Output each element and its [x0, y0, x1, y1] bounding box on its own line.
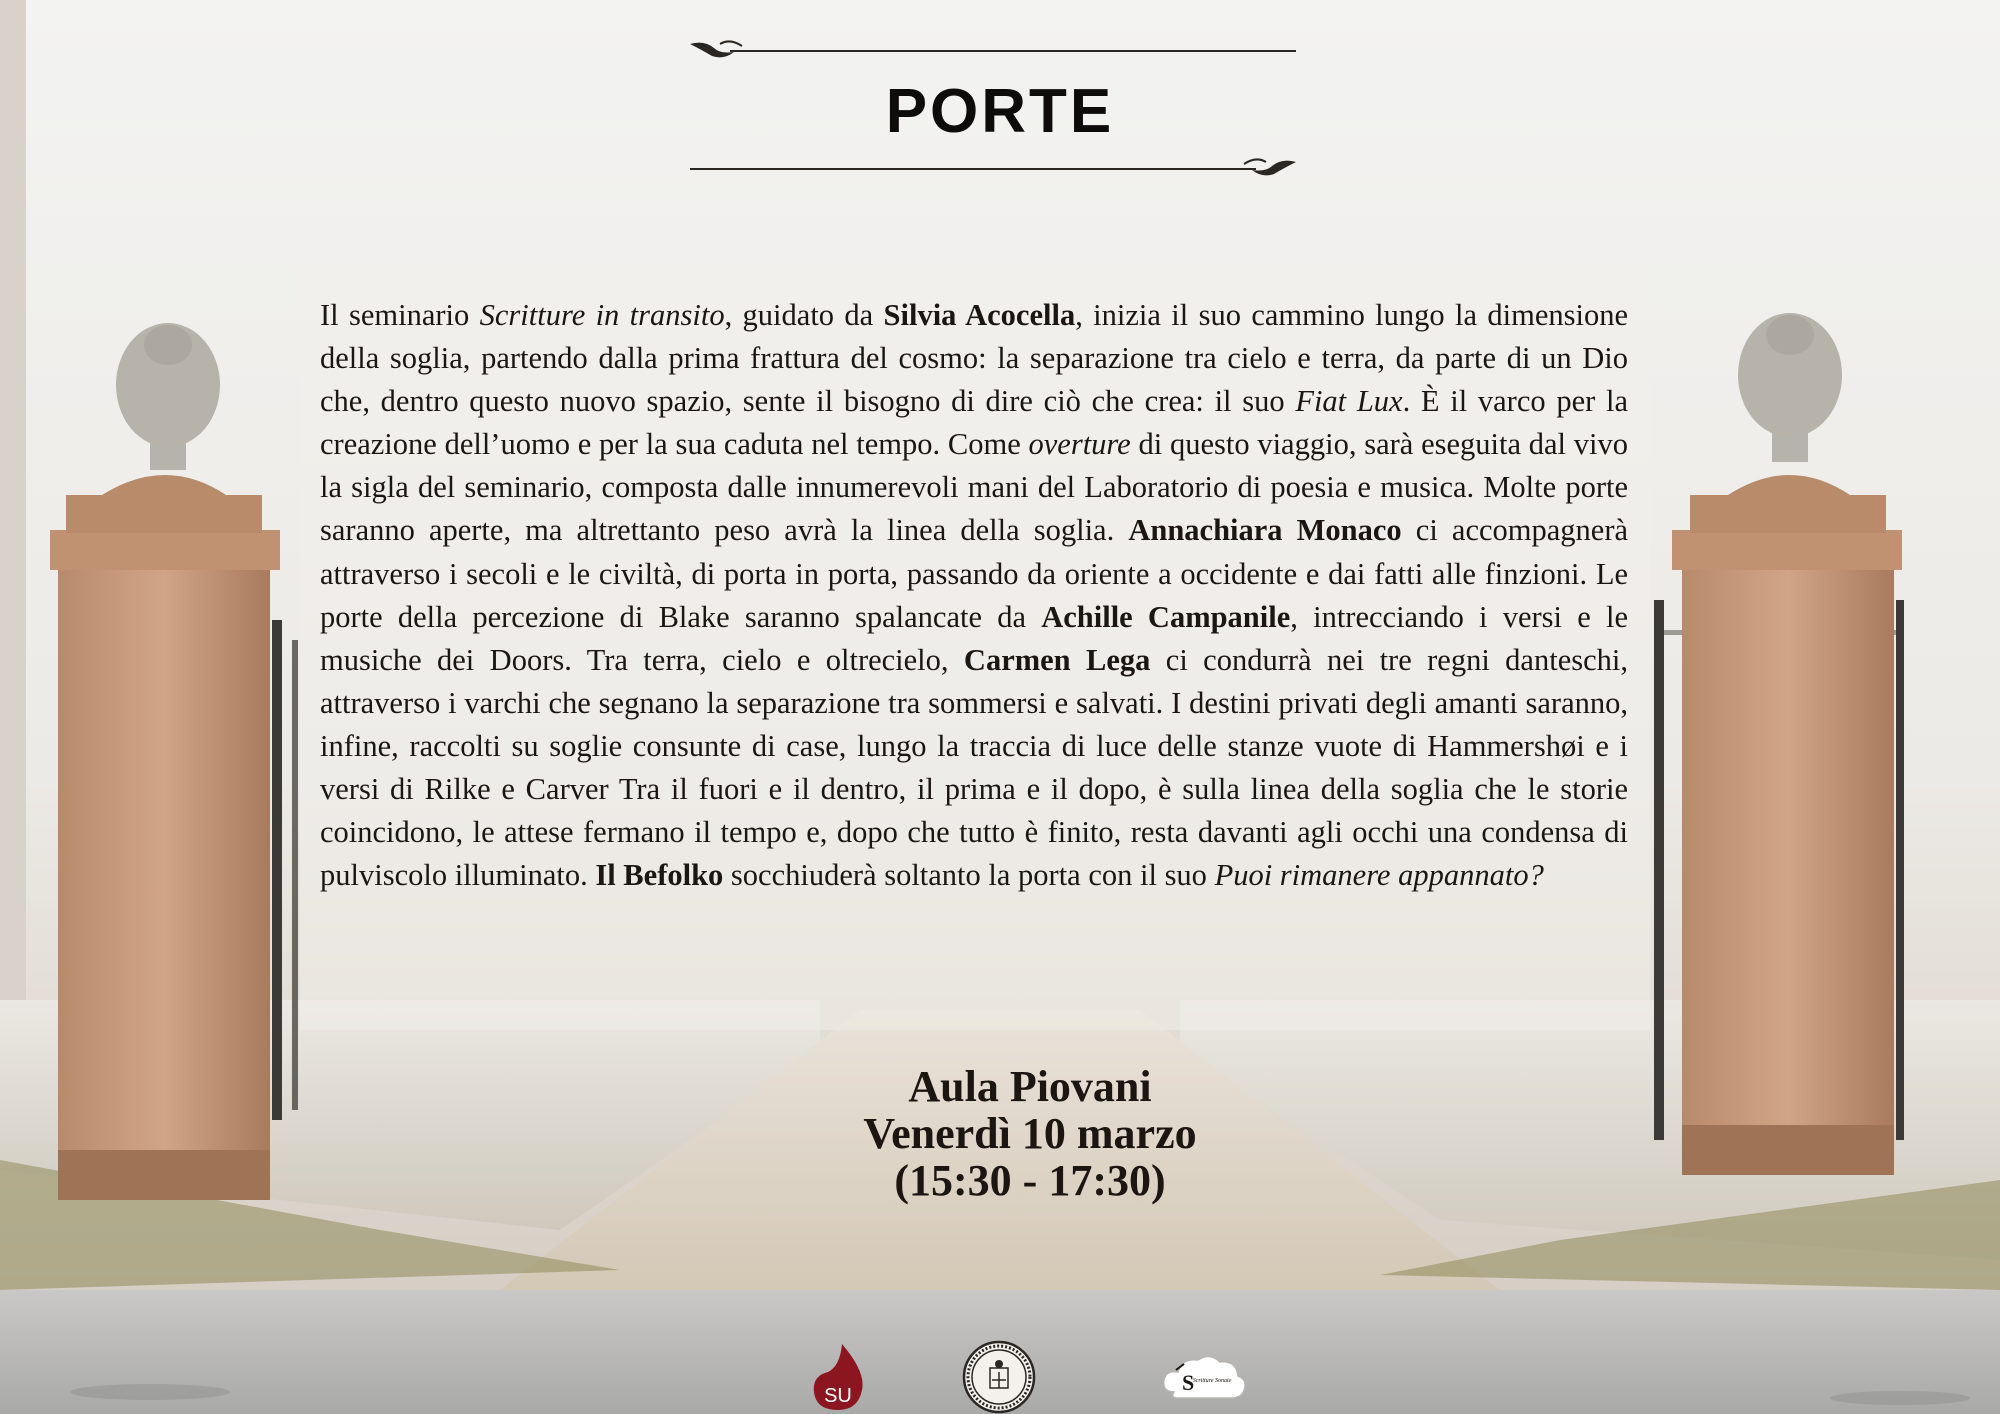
body-segment: Il seminario [320, 298, 480, 332]
top-ornament [690, 36, 1296, 66]
speaker-name: Carmen Lega [963, 642, 1151, 677]
page-title: PORTE [885, 77, 1115, 146]
event-place: Aula Piovani [908, 1062, 1152, 1111]
scritture-sonate-logo-script: Scritture Sonate [1192, 1378, 1232, 1384]
speaker-name: Silvia Acocella [883, 298, 1076, 332]
speaker-name: Il Befolko [595, 858, 724, 893]
bottom-ornament [690, 154, 1296, 184]
italic-title: Fiat Lux [1295, 384, 1403, 419]
speaker-name: Achille Campanile [1041, 599, 1291, 634]
italic-title: Scritture in transito [479, 298, 725, 332]
su-logo-text: SU [824, 1385, 852, 1407]
speaker-name: Annachiara Monaco [1128, 513, 1402, 548]
body-segment: , intrecciando i versi e le musiche dei Doors. Tra terra, cielo e oltrecielo, [320, 599, 1628, 677]
body-segment: , inizia il suo cammino lungo la dimensione della soglia, partendo dalla prima frattura del cosmo: la separazione tra cielo e terra, da parte di un Dio che, dentro questo nuovo spazio, sente il bisogno di dire ciò che crea: il suo [320, 298, 1628, 419]
body-segment: ci condurrà nei tre regni danteschi, attraverso i varchi che segnano la separazione tra sommersi e salvati. I destini privati degli amanti saranno, infine, raccolti su soglie consunte di case, lungo la traccia di luce delle stanze vuote di Hammershøi e i versi di Rilke e Carver Tra il fuori e il dentro, il prima e il dopo, è sulla linea della soglia che le storie coincidono, le attese fermano il tempo e, dopo che tutto è finito, resta davanti agli occhi una condensa di pulviscolo illuminato. [320, 642, 1628, 893]
scritture-sonate-logo-letter: S [1182, 1370, 1195, 1395]
scritture-sonate-logo [1160, 1348, 1248, 1410]
body-segment: ci accompagnerà attraverso i secoli e le civiltà, di porta in porta, passando da oriente a occidente e dai fatti alle finzioni. Le porte della percezione di Blake saranno spalancate da [320, 513, 1629, 634]
event-date: Venerdì 10 marzo [863, 1109, 1197, 1158]
body-segment: . È il varco per la creazione dell’uomo e per la sua caduta nel tempo. Come [320, 384, 1628, 462]
description-text [320, 294, 1628, 897]
body-segment: , guidato da [724, 298, 884, 332]
italic-title: Puoi rimanere appannato? [1214, 858, 1544, 893]
italic-title: overture [1028, 427, 1131, 462]
su-logo [808, 1342, 870, 1414]
event-time: (15:30 - 17:30) [894, 1156, 1166, 1205]
university-seal [962, 1340, 1036, 1414]
body-segment: di questo viaggio, sarà eseguita dal vivo la sigla del seminario, composta dalle innumerevoli mani del Laboratorio di poesia e musica. Molte porte saranno aperte, ma altrettanto peso avrà la linea della soglia. [320, 427, 1628, 548]
body-segment: socchiuderà soltanto la porta con il suo [723, 858, 1215, 893]
